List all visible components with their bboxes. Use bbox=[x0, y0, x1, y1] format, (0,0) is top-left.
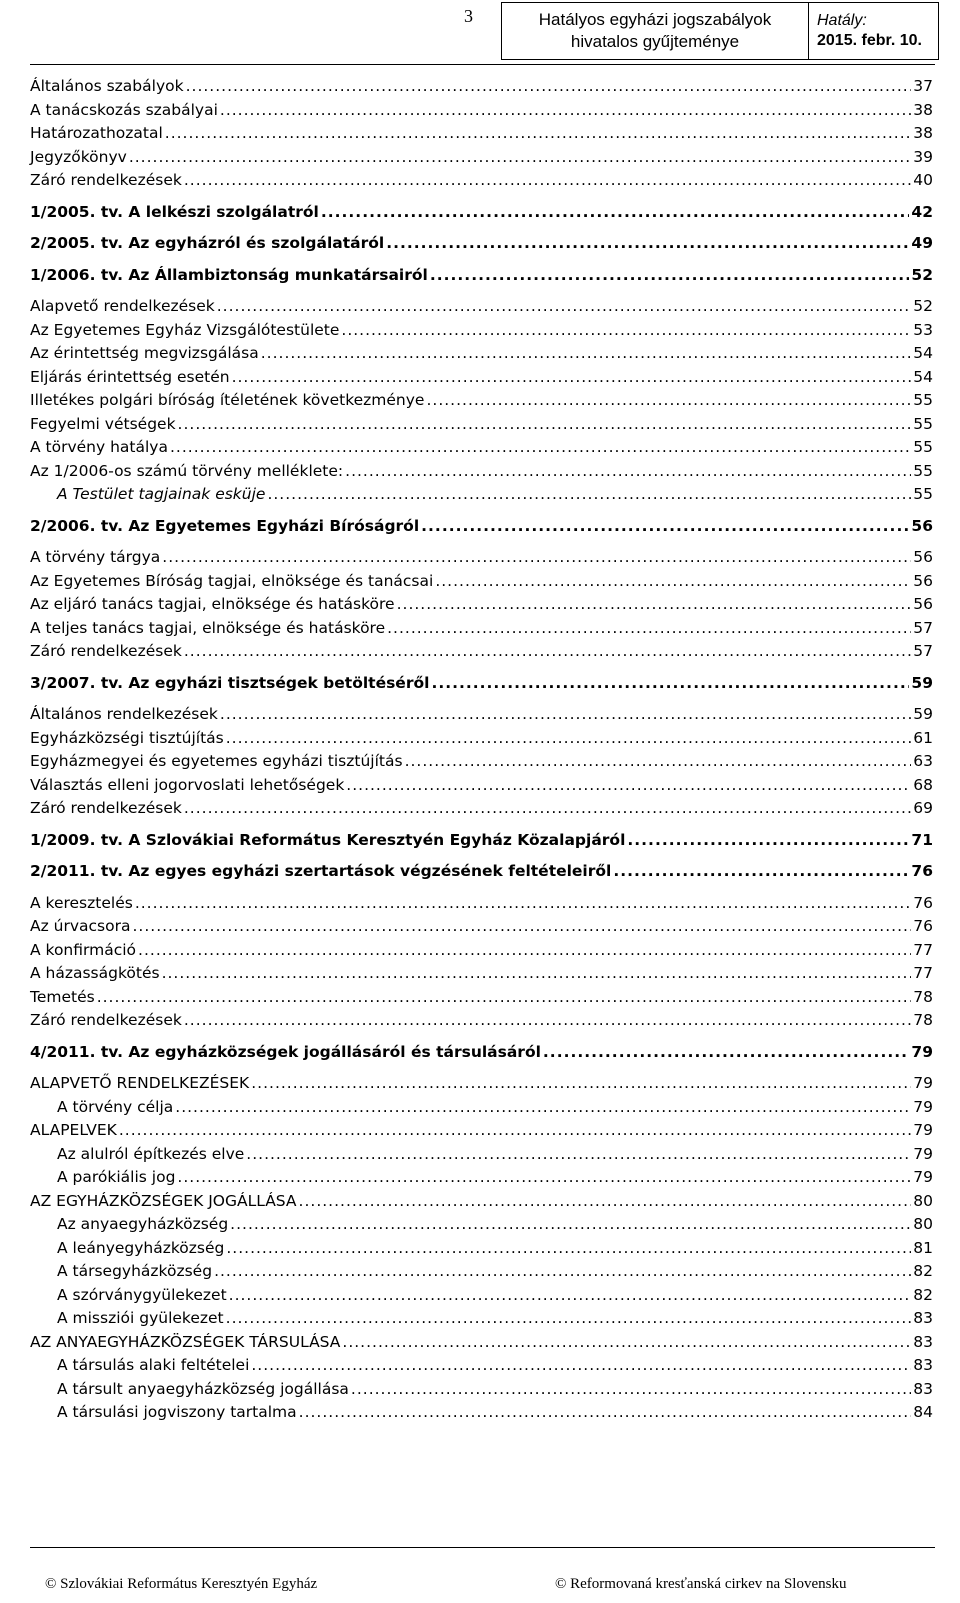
toc-entry[interactable] bbox=[30, 148, 933, 172]
toc-entry-page: 80 bbox=[913, 1191, 933, 1210]
toc-chapter-page: 76 bbox=[911, 862, 933, 880]
toc-leader bbox=[397, 595, 912, 613]
toc-entry-page: 37 bbox=[913, 77, 933, 95]
toc-entry-title: Temetés bbox=[30, 987, 95, 1006]
toc-entry-title: A konfirmáció bbox=[30, 940, 137, 959]
toc-leader bbox=[421, 517, 909, 535]
toc-chapter-title: 2/2005. tv. Az egyházról és szolgálatáról bbox=[30, 234, 385, 252]
toc-entry-title: A törvény hatálya bbox=[30, 438, 168, 456]
header-divider bbox=[30, 64, 935, 65]
toc-chapter-title: 1/2005. tv. A lelkészi szolgálatról bbox=[30, 202, 319, 221]
toc-chapter-page: 52 bbox=[911, 265, 933, 284]
toc-leader bbox=[543, 1043, 910, 1061]
toc-chapter-page: 42 bbox=[911, 202, 933, 221]
toc-subentry[interactable] bbox=[30, 1286, 933, 1310]
toc-entry-page: 56 bbox=[913, 548, 933, 566]
toc-chapter-page: 49 bbox=[911, 234, 933, 252]
toc-entry[interactable] bbox=[30, 438, 933, 462]
toc-leader bbox=[232, 368, 912, 386]
toc-entry-page: 40 bbox=[913, 171, 933, 189]
toc-entry-page: 59 bbox=[913, 705, 933, 723]
document-header bbox=[501, 2, 939, 60]
toc-entry-page: 80 bbox=[913, 1215, 933, 1233]
toc-entry-title: Illetékes polgári bíróság ítéletének következménye bbox=[30, 391, 425, 409]
toc-leader bbox=[613, 862, 909, 880]
toc-leader bbox=[627, 831, 909, 849]
toc-subentry[interactable] bbox=[30, 1356, 933, 1380]
toc-entry[interactable] bbox=[30, 964, 933, 988]
toc-entry[interactable] bbox=[30, 368, 933, 392]
toc-leader bbox=[386, 234, 909, 252]
toc-subentry[interactable] bbox=[30, 1168, 933, 1192]
collection-title-line-2: hivatalos gyűjteménye bbox=[570, 32, 740, 51]
toc-chapter[interactable] bbox=[30, 831, 933, 855]
toc-leader bbox=[138, 941, 911, 959]
toc-chapter[interactable] bbox=[30, 862, 933, 886]
toc-chapter-page: 56 bbox=[911, 516, 933, 535]
toc-subentry[interactable] bbox=[30, 1380, 933, 1404]
toc-section-title: AZ ANYAEGYHÁZKÖZSÉGEK TÁRSULÁSA bbox=[30, 1332, 341, 1351]
toc-leader bbox=[184, 642, 911, 660]
toc-entry-title: Az érintettség megvizsgálása bbox=[30, 344, 259, 362]
toc-entry-title: Az Egyetemes Bíróság tagjai, elnöksége és tanácsai bbox=[30, 571, 434, 590]
toc-leader bbox=[299, 1403, 912, 1421]
toc-chapter-title: 4/2011. tv. Az egyházközségek jogállásáról és társulásáról bbox=[30, 1042, 541, 1061]
toc-chapter[interactable] bbox=[30, 1043, 933, 1067]
toc-section-title: ALAPVETŐ RENDELKEZÉSEK bbox=[30, 1074, 250, 1092]
toc-entry-page: 57 bbox=[913, 618, 933, 637]
toc-chapter[interactable] bbox=[30, 674, 933, 698]
toc-leader bbox=[175, 1098, 911, 1116]
toc-leader bbox=[184, 171, 911, 189]
toc-chapter[interactable] bbox=[30, 266, 933, 290]
toc-entry-page: 83 bbox=[913, 1379, 933, 1398]
toc-leader bbox=[184, 1011, 911, 1029]
toc-leader bbox=[162, 548, 911, 566]
toc-entry-title: A tanácskozás szabályai bbox=[30, 100, 218, 119]
toc-entry-page: 81 bbox=[913, 1238, 933, 1257]
toc-leader bbox=[251, 1356, 911, 1374]
toc-section[interactable] bbox=[30, 1192, 933, 1216]
toc-entry-page: 53 bbox=[913, 320, 933, 339]
toc-entry-page: 39 bbox=[913, 147, 933, 166]
toc-entry-title: Záró rendelkezések bbox=[30, 171, 182, 189]
toc-entry-page: 77 bbox=[913, 964, 933, 982]
toc-subentry[interactable] bbox=[30, 1262, 933, 1286]
toc-leader bbox=[162, 964, 912, 982]
toc-chapter-page: 71 bbox=[911, 830, 933, 849]
toc-entry[interactable] bbox=[30, 344, 933, 368]
toc-entry[interactable] bbox=[30, 776, 933, 800]
toc-entry-title: Az úrvacsora bbox=[30, 917, 131, 935]
toc-subentry[interactable] bbox=[30, 1239, 933, 1263]
toc-entry-page: 82 bbox=[913, 1262, 933, 1280]
toc-entry-title: Határozathozatal bbox=[30, 124, 163, 142]
toc-entry-page: 56 bbox=[913, 595, 933, 613]
toc-entry-title: Az 1/2006-os számú törvény melléklete: bbox=[30, 461, 344, 480]
toc-entry-title: A törvény tárgya bbox=[30, 548, 161, 566]
toc-entry[interactable] bbox=[30, 77, 933, 101]
toc-entry[interactable] bbox=[30, 988, 933, 1012]
toc-entry-page: 55 bbox=[913, 461, 933, 480]
toc-leader bbox=[426, 391, 911, 409]
toc-entry[interactable] bbox=[30, 917, 933, 941]
toc-entry-page: 79 bbox=[913, 1074, 933, 1092]
toc-entry-title: Záró rendelkezések bbox=[30, 799, 182, 817]
toc-entry-page: 54 bbox=[913, 344, 933, 362]
toc-entry-title: A társulási jogviszony tartalma bbox=[57, 1403, 297, 1421]
table-of-contents bbox=[30, 77, 933, 1427]
toc-entry[interactable] bbox=[30, 705, 933, 729]
toc-entry[interactable] bbox=[30, 1011, 933, 1035]
toc-entry-page: 54 bbox=[913, 367, 933, 386]
toc-subentry[interactable] bbox=[30, 1145, 933, 1169]
toc-entry-page: 83 bbox=[913, 1309, 933, 1327]
toc-entry[interactable] bbox=[30, 619, 933, 643]
toc-entry-page: 56 bbox=[913, 571, 933, 590]
toc-entry-page: 82 bbox=[913, 1285, 933, 1304]
toc-entry-page: 68 bbox=[913, 775, 933, 794]
toc-entry-page: 76 bbox=[913, 917, 933, 935]
toc-leader bbox=[184, 799, 911, 817]
toc-entry[interactable] bbox=[30, 729, 933, 753]
toc-entry-page: 77 bbox=[913, 940, 933, 959]
toc-leader bbox=[341, 321, 911, 339]
toc-entry-page: 84 bbox=[913, 1403, 933, 1421]
toc-leader bbox=[342, 1333, 911, 1351]
toc-entry-page: 61 bbox=[913, 728, 933, 747]
toc-leader bbox=[251, 1074, 911, 1092]
toc-entry-title: A szórványgyülekezet bbox=[57, 1285, 227, 1304]
toc-entry-page: 79 bbox=[913, 1144, 933, 1163]
toc-entry[interactable] bbox=[30, 391, 933, 415]
toc-leader bbox=[229, 1286, 912, 1304]
toc-entry-title: A házasságkötés bbox=[30, 964, 160, 982]
toc-entry[interactable] bbox=[30, 799, 933, 823]
toc-entry[interactable] bbox=[30, 462, 933, 486]
toc-leader bbox=[217, 297, 912, 315]
toc-section-title: ALAPELVEK bbox=[30, 1121, 117, 1139]
toc-entry-page: 57 bbox=[913, 642, 933, 660]
toc-section-title: AZ EGYHÁZKÖZSÉGEK JOGÁLLÁSA bbox=[30, 1191, 297, 1210]
toc-entry-title: Egyházközségi tisztújítás bbox=[30, 728, 224, 747]
toc-entry[interactable] bbox=[30, 415, 933, 439]
toc-entry[interactable] bbox=[30, 642, 933, 666]
toc-entry-title: A leányegyházközség bbox=[57, 1238, 225, 1257]
toc-entry-page: 55 bbox=[913, 438, 933, 456]
toc-leader bbox=[435, 572, 911, 590]
toc-leader bbox=[226, 1309, 912, 1327]
toc-entry-title: Az Egyetemes Egyház Vizsgálótestülete bbox=[30, 320, 340, 339]
toc-entry[interactable] bbox=[30, 595, 933, 619]
toc-leader bbox=[214, 1262, 911, 1280]
toc-section[interactable] bbox=[30, 1121, 933, 1145]
toc-subentry[interactable] bbox=[30, 1403, 933, 1427]
toc-entry-title: Általános rendelkezések bbox=[30, 705, 218, 723]
toc-leader bbox=[178, 415, 912, 433]
toc-entry-title: A társult anyaegyházközség jogállása bbox=[57, 1379, 349, 1398]
toc-entry-page: 76 bbox=[913, 893, 933, 912]
toc-entry-title: A törvény célja bbox=[57, 1097, 174, 1116]
toc-entry-title: Fegyelmi vétségek bbox=[30, 414, 176, 433]
toc-section[interactable] bbox=[30, 1333, 933, 1357]
effective-date-value: 2015. febr. 10. bbox=[817, 32, 922, 49]
toc-entry-page: 78 bbox=[913, 987, 933, 1006]
toc-entry-page: 55 bbox=[913, 414, 933, 433]
toc-entry-page: 79 bbox=[913, 1121, 933, 1139]
toc-entry-title: Az anyaegyházközség bbox=[57, 1215, 229, 1233]
toc-leader bbox=[220, 101, 911, 119]
toc-chapter[interactable] bbox=[30, 203, 933, 227]
toc-leader bbox=[321, 203, 910, 221]
toc-leader bbox=[177, 1168, 911, 1186]
effective-date bbox=[809, 3, 938, 59]
toc-leader bbox=[261, 344, 912, 362]
toc-entry[interactable] bbox=[30, 941, 933, 965]
collection-title-line-1: Hatályos egyházi jogszabályok bbox=[538, 10, 772, 29]
toc-entry-title: Az eljáró tanács tagjai, elnöksége és hatásköre bbox=[30, 595, 395, 613]
toc-entry[interactable] bbox=[30, 101, 933, 125]
toc-entry-title: A társegyházközség bbox=[57, 1262, 213, 1280]
toc-entry-page: 79 bbox=[913, 1097, 933, 1116]
toc-leader bbox=[226, 729, 912, 747]
toc-entry-title: Záró rendelkezések bbox=[30, 1011, 182, 1029]
toc-entry[interactable] bbox=[30, 548, 933, 572]
toc-entry-title: Választás elleni jogorvoslati lehetőségek bbox=[30, 775, 345, 794]
toc-entry-title: Általános szabályok bbox=[30, 77, 184, 95]
toc-entry[interactable] bbox=[30, 572, 933, 596]
toc-entry-page: 83 bbox=[913, 1332, 933, 1351]
toc-entry[interactable] bbox=[30, 321, 933, 345]
toc-leader bbox=[351, 1380, 911, 1398]
toc-entry-title: A társulás alaki feltételei bbox=[57, 1356, 250, 1374]
toc-leader bbox=[129, 148, 911, 166]
toc-chapter[interactable] bbox=[30, 517, 933, 541]
toc-entry-page: 79 bbox=[913, 1168, 933, 1186]
toc-entry-title: Záró rendelkezések bbox=[30, 642, 182, 660]
footer-copyright-sk: © Reformovaná kresťanská cirkev na Slovensku bbox=[555, 1576, 847, 1592]
toc-chapter-title: 2/2011. tv. Az egyes egyházi szertartások végzésének feltételeiről bbox=[30, 862, 612, 880]
toc-entry-page: 83 bbox=[913, 1356, 933, 1374]
toc-leader bbox=[97, 988, 912, 1006]
toc-subentry[interactable] bbox=[30, 1098, 933, 1122]
toc-entry-title: A teljes tanács tagjai, elnöksége és hatásköre bbox=[30, 618, 386, 637]
toc-entry-page: 55 bbox=[913, 391, 933, 409]
page-number: 3 bbox=[464, 6, 473, 26]
toc-entry[interactable] bbox=[30, 171, 933, 195]
toc-chapter-title: 2/2006. tv. Az Egyetemes Egyházi Bíróságról bbox=[30, 516, 420, 535]
toc-subentry[interactable] bbox=[30, 485, 933, 509]
toc-subentry[interactable] bbox=[30, 1309, 933, 1333]
toc-entry[interactable] bbox=[30, 124, 933, 148]
toc-leader bbox=[226, 1239, 911, 1257]
toc-leader bbox=[387, 619, 911, 637]
toc-leader bbox=[170, 438, 911, 456]
toc-entry-page: 52 bbox=[913, 297, 933, 315]
toc-leader bbox=[133, 917, 912, 935]
collection-title bbox=[502, 3, 809, 59]
footer-divider bbox=[30, 1547, 935, 1548]
toc-entry-title: A parókiális jog bbox=[57, 1168, 176, 1186]
toc-entry-page: 63 bbox=[913, 752, 933, 770]
toc-leader bbox=[186, 77, 912, 95]
toc-leader bbox=[405, 752, 912, 770]
toc-chapter-title: 1/2009. tv. A Szlovákiai Református Keresztyén Egyház Közalapjáról bbox=[30, 830, 626, 849]
toc-entry-page: 38 bbox=[913, 100, 933, 119]
toc-leader bbox=[230, 1215, 911, 1233]
footer-copyright-hu: © Szlovákiai Református Keresztyén Egyház bbox=[45, 1576, 318, 1592]
toc-leader bbox=[299, 1192, 912, 1210]
toc-leader bbox=[346, 776, 911, 794]
effective-date-label: Hatály: bbox=[817, 12, 867, 29]
toc-leader bbox=[431, 674, 909, 692]
toc-entry-page: 38 bbox=[913, 124, 933, 142]
toc-leader bbox=[165, 124, 911, 142]
toc-chapter-title: 1/2006. tv. Az Állambiztonság munkatársairól bbox=[30, 265, 428, 284]
toc-leader bbox=[220, 705, 911, 723]
toc-entry-page: 55 bbox=[913, 485, 933, 503]
toc-entry[interactable] bbox=[30, 297, 933, 321]
toc-entry-title: Alapvető rendelkezések bbox=[30, 297, 215, 315]
toc-section[interactable] bbox=[30, 1074, 933, 1098]
toc-chapter-title: 3/2007. tv. Az egyházi tisztségek betöltéséről bbox=[30, 673, 430, 692]
toc-entry[interactable] bbox=[30, 894, 933, 918]
toc-leader bbox=[267, 485, 911, 503]
toc-leader bbox=[119, 1121, 911, 1139]
toc-entry-page: 78 bbox=[913, 1011, 933, 1029]
toc-leader bbox=[430, 266, 910, 284]
toc-chapter-page: 59 bbox=[911, 673, 933, 692]
toc-entry-title: Jegyzőkönyv bbox=[30, 147, 127, 166]
toc-entry-page: 69 bbox=[913, 799, 933, 817]
toc-leader bbox=[135, 894, 911, 912]
toc-subentry[interactable] bbox=[30, 1215, 933, 1239]
toc-entry-title: A missziói gyülekezet bbox=[57, 1309, 224, 1327]
toc-leader bbox=[345, 462, 911, 480]
toc-entry-title: A Testület tagjainak esküje bbox=[57, 485, 266, 503]
toc-chapter-page: 79 bbox=[911, 1042, 933, 1061]
toc-entry[interactable] bbox=[30, 752, 933, 776]
toc-entry-title: Az alulról építkezés elve bbox=[57, 1144, 245, 1163]
toc-entry-title: Eljárás érintettség esetén bbox=[30, 367, 230, 386]
toc-entry-title: Egyházmegyei és egyetemes egyházi tisztújítás bbox=[30, 752, 403, 770]
toc-entry-title: A keresztelés bbox=[30, 893, 133, 912]
toc-leader bbox=[246, 1145, 911, 1163]
toc-chapter[interactable] bbox=[30, 234, 933, 258]
